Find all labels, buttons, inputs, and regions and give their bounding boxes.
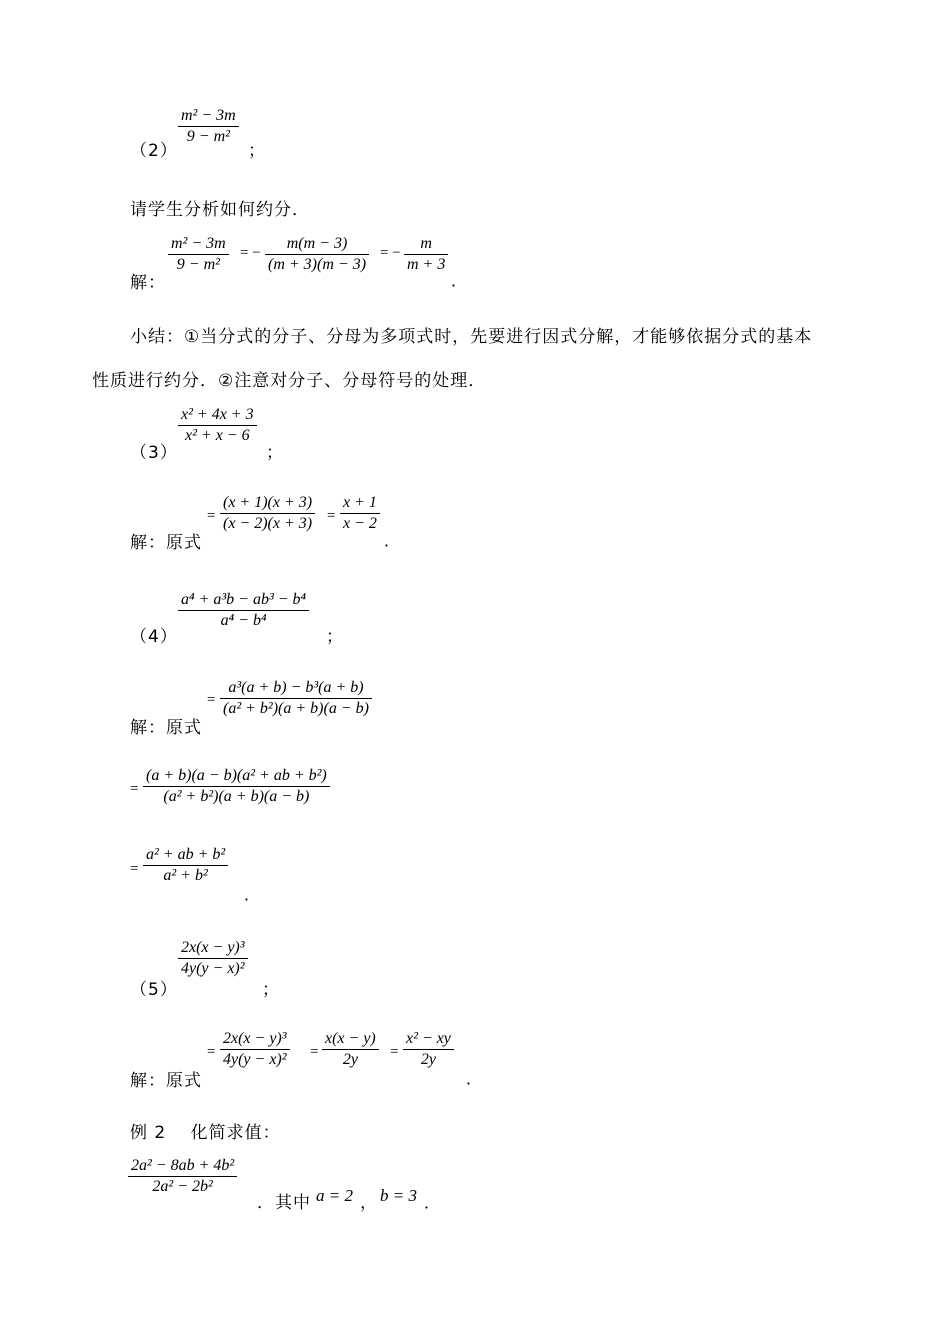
period: ． <box>384 531 401 550</box>
fraction-denominator: 9 − m² <box>176 256 220 273</box>
solution-5-fraction-1 <box>220 1029 290 1070</box>
problem-4-fraction <box>178 590 309 631</box>
fraction-numerator: a² + ab + b² <box>146 846 226 863</box>
solution-5-fraction-3 <box>403 1029 454 1070</box>
fraction-denominator: a⁴ − b⁴ <box>220 612 267 629</box>
fraction-numerator: x² − xy <box>406 1030 451 1047</box>
problem-4-label: （4） <box>130 627 178 647</box>
equals-minus: = − <box>240 245 261 261</box>
summary-line-2: 性质进行约分．②注意对分子、分母符号的处理． <box>92 371 487 391</box>
period: ． <box>466 1069 483 1088</box>
fraction-numerator: m² − 3m <box>171 235 226 252</box>
period: ． <box>424 1193 441 1212</box>
example-2-condition-prefix: ．其中 <box>257 1193 311 1213</box>
problem-2-fraction <box>178 106 239 147</box>
equals-sign: = <box>207 1044 216 1060</box>
fraction-denominator: (m + 3)(m − 3) <box>268 256 367 273</box>
fraction-denominator: m + 3 <box>407 256 446 273</box>
problem-3-fraction <box>178 405 257 446</box>
example-2-title: 例 2 化简求值： <box>130 1123 281 1143</box>
problem-5-label: （5） <box>130 980 178 1000</box>
solution-2-fraction-2 <box>265 234 369 275</box>
solution-5-fraction-2 <box>322 1029 379 1070</box>
equals-sign: = <box>130 781 139 797</box>
equals-minus: = − <box>380 245 401 261</box>
fraction-denominator: 2a² − 2b² <box>152 1178 213 1195</box>
fraction-numerator: x(x − y) <box>325 1030 376 1047</box>
equals-sign: = <box>390 1044 399 1060</box>
fraction-denominator: a² + b² <box>163 867 208 884</box>
fraction-numerator: (a + b)(a − b)(a² + ab + b²) <box>146 767 327 784</box>
fraction-denominator: 2y <box>420 1051 436 1068</box>
fraction-denominator: 9 − m² <box>186 128 230 145</box>
punctuation: ， <box>360 1193 378 1213</box>
solution-4-prefix: 解：原式 <box>130 718 202 738</box>
fraction-numerator: 2x(x − y)³ <box>223 1030 287 1047</box>
instruction-text: 请学生分析如何约分． <box>130 200 310 220</box>
solution-2-fraction-3 <box>404 234 448 275</box>
example-2-fraction <box>128 1156 237 1197</box>
fraction-numerator: m <box>420 235 432 252</box>
fraction-denominator: (a² + b²)(a + b)(a − b) <box>223 700 369 717</box>
fraction-numerator: m(m − 3) <box>286 235 348 252</box>
fraction-denominator: 2y <box>342 1051 358 1068</box>
fraction-denominator: 4y(y − x)² <box>181 960 245 977</box>
fraction-numerator: m² − 3m <box>181 107 236 124</box>
solution-5-prefix: 解：原式 <box>130 1071 202 1091</box>
fraction-numerator: x² + 4x + 3 <box>181 406 254 423</box>
solution-4-fraction-2 <box>143 766 330 807</box>
period: ． <box>451 271 468 290</box>
fraction-denominator: x − 2 <box>343 515 377 532</box>
problem-3-label: （3） <box>130 443 178 463</box>
solution-2-fraction-1 <box>168 234 229 275</box>
solution-2-prefix: 解： <box>130 273 166 293</box>
fraction-denominator: (a² + b²)(a + b)(a − b) <box>163 788 310 805</box>
punctuation: ； <box>248 141 266 161</box>
condition-a: a = 2 <box>316 1186 353 1205</box>
equals-sign: = <box>207 692 216 708</box>
equals-sign: = <box>327 508 336 524</box>
solution-3-fraction-2 <box>340 493 380 534</box>
equals-sign: = <box>130 861 139 877</box>
problem-2-label: （2） <box>130 141 178 161</box>
fraction-numerator: a⁴ + a³b − ab³ − b⁴ <box>181 591 307 608</box>
problem-5-fraction <box>178 938 248 979</box>
condition-b: b = 3 <box>380 1186 417 1205</box>
fraction-denominator: 4y(y − x)² <box>223 1051 287 1068</box>
equals-sign: = <box>207 508 216 524</box>
fraction-denominator: (x − 2)(x + 3) <box>223 515 313 532</box>
fraction-numerator: 2x(x − y)³ <box>181 939 245 956</box>
solution-4-fraction-3 <box>143 845 228 886</box>
fraction-numerator: 2a² − 8ab + 4b² <box>131 1157 235 1174</box>
solution-4-fraction-1 <box>220 678 372 719</box>
solution-3-fraction-1 <box>220 493 315 534</box>
fraction-numerator: a³(a + b) − b³(a + b) <box>228 679 364 696</box>
fraction-numerator: x + 1 <box>343 494 377 511</box>
equals-sign: = <box>310 1044 319 1060</box>
punctuation: ； <box>262 980 280 1000</box>
solution-3-prefix: 解：原式 <box>130 533 202 553</box>
punctuation: ； <box>266 443 284 463</box>
fraction-denominator: x² + x − 6 <box>185 427 250 444</box>
punctuation: ； <box>326 627 344 647</box>
fraction-numerator: (x + 1)(x + 3) <box>223 494 313 511</box>
summary-line-1: 小结：①当分式的分子、分母为多项式时，先要进行因式分解，才能够依据分式的基本 <box>130 327 813 347</box>
period: ． <box>244 885 261 904</box>
